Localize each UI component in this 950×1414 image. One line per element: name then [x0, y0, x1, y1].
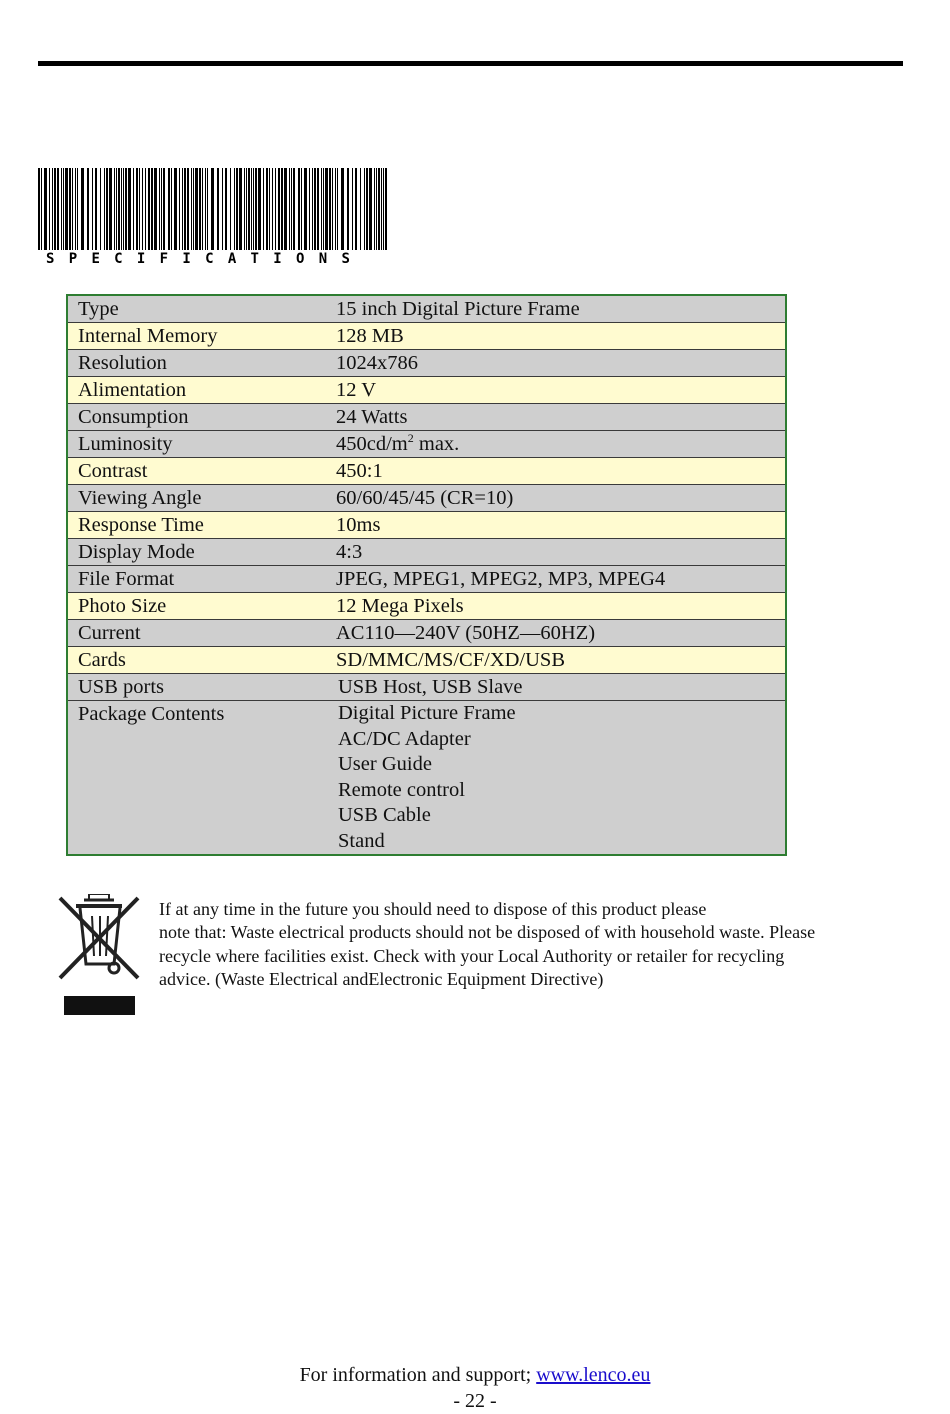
barcode-bar — [335, 168, 336, 250]
barcode-bar — [163, 168, 165, 250]
barcode-bar — [171, 168, 172, 250]
spec-label: Response Time — [67, 512, 326, 539]
top-rule — [38, 61, 903, 66]
barcode-bar — [341, 168, 344, 250]
barcode-bar — [154, 168, 157, 250]
crossed-out-wheelie-bin-icon — [56, 894, 142, 1018]
barcode-bar — [139, 168, 140, 250]
barcode-bar — [49, 168, 50, 250]
spec-value: 12 V — [326, 377, 786, 404]
package-item: USB Cable — [338, 804, 431, 826]
barcode-bar — [195, 168, 198, 250]
barcode-bar — [72, 168, 73, 250]
barcode-bar — [211, 168, 214, 250]
barcode-bar — [312, 168, 313, 250]
notice-line: advice. (Waste Electrical andElectronic Equipment Directive) — [159, 968, 604, 989]
barcode-bar — [325, 168, 328, 250]
spec-row — [67, 350, 786, 377]
barcode-bar — [364, 168, 365, 250]
barcode-bar — [92, 168, 93, 250]
barcode-bar — [332, 168, 333, 250]
barcode-bar — [321, 168, 322, 250]
barcode-bar — [266, 168, 268, 250]
spec-value: 60/60/45/45 (CR=10) — [326, 485, 786, 512]
barcode-bar — [54, 168, 56, 250]
spec-value: USB Host, USB Slave — [326, 674, 786, 701]
barcode-bar — [383, 168, 384, 250]
barcode-bar — [258, 168, 261, 250]
barcode-bar — [202, 168, 203, 250]
barcode-bar — [217, 168, 219, 250]
barcode-bar — [234, 168, 235, 250]
barcode-bar — [142, 168, 143, 250]
barcode-bar — [179, 168, 180, 250]
notice-line: note that: Waste electrical products should not be disposed of with household waste. Please — [159, 922, 816, 943]
package-item: AC/DC Adapter — [338, 727, 471, 750]
spec-value: JPEG, MPEG1, MPEG2, MP3, MPEG4 — [326, 566, 786, 593]
barcode-bar — [63, 168, 64, 250]
spec-value: 10ms — [326, 512, 786, 539]
barcode-bar — [125, 168, 127, 250]
barcode-bar — [314, 168, 316, 250]
spec-label: File Format — [67, 566, 326, 593]
barcode-bar — [161, 168, 162, 250]
barcode-bar — [248, 168, 250, 250]
barcode-bar — [378, 168, 380, 250]
weee-disposal-notice — [159, 898, 919, 991]
spec-row — [67, 377, 786, 404]
barcode-graphic — [38, 168, 390, 250]
barcode-bar — [207, 168, 208, 250]
barcode-bar — [230, 168, 231, 250]
barcode-bar — [69, 168, 71, 250]
barcode-bar — [251, 168, 252, 250]
barcode-bar — [263, 168, 264, 250]
spec-value: 24 Watts — [326, 404, 786, 431]
spec-value: 1024x786 — [326, 350, 786, 377]
spec-label: Type — [67, 295, 326, 323]
barcode-bar — [269, 168, 270, 250]
support-link[interactable]: www.lenco.eu — [536, 1364, 651, 1386]
barcode-bar — [225, 168, 227, 250]
superscript: 2 — [407, 431, 414, 446]
spec-label: Consumption — [67, 404, 326, 431]
barcode-bar — [289, 168, 290, 250]
package-item: Remote control — [338, 778, 465, 801]
barcode-bar — [38, 168, 40, 250]
barcode-bar — [87, 168, 89, 250]
barcode-bar — [118, 168, 120, 250]
barcode-bar — [52, 168, 53, 250]
spec-label: Alimentation — [67, 377, 326, 404]
luminosity-suffix: max. — [413, 433, 460, 455]
footer — [0, 1362, 950, 1414]
barcode-bar — [75, 168, 76, 250]
spec-value: 4:3 — [326, 539, 786, 566]
barcode-bar — [109, 168, 112, 250]
spec-value: 15 inch Digital Picture Frame — [326, 295, 786, 323]
spec-label: Display Mode — [67, 539, 326, 566]
barcode-bar — [95, 168, 97, 250]
barcode-bar — [309, 168, 310, 250]
barcode-bar — [291, 168, 292, 250]
luminosity-value: 450cd/m — [336, 433, 408, 455]
barcode-bar — [168, 168, 170, 250]
spec-label: USB ports — [67, 674, 326, 701]
spec-label: Viewing Angle — [67, 485, 326, 512]
spec-value — [326, 431, 786, 458]
barcode-bar — [65, 168, 68, 250]
spec-label: Internal Memory — [67, 323, 326, 350]
package-item: Stand — [338, 829, 385, 852]
barcode-bar — [337, 168, 338, 250]
barcode-bar — [205, 168, 206, 250]
spec-row — [67, 323, 786, 350]
barcode-bar — [116, 168, 117, 250]
spec-row — [67, 431, 786, 458]
barcode-bar — [236, 168, 238, 250]
spec-value: 128 MB — [326, 323, 786, 350]
spec-value: AC110—240V (50HZ—60HZ) — [326, 620, 786, 647]
barcode-bar — [159, 168, 160, 250]
barcode-bar — [366, 168, 368, 250]
spec-label: Photo Size — [67, 593, 326, 620]
barcode-bar — [123, 168, 124, 250]
spec-row — [67, 539, 786, 566]
barcode-bar — [374, 168, 375, 250]
spec-row-package — [67, 701, 786, 856]
barcode-bar — [187, 168, 189, 250]
barcode-bar — [61, 168, 62, 250]
package-item: User Guide — [338, 753, 432, 775]
barcode-bar — [381, 168, 382, 250]
spec-label: Contrast — [67, 458, 326, 485]
barcode-bar — [275, 168, 276, 250]
barcode-bar — [317, 168, 319, 250]
barcode-bar — [385, 168, 387, 250]
spec-value: 12 Mega Pixels — [326, 593, 786, 620]
barcode-bar — [281, 168, 283, 250]
barcode-bar — [57, 168, 59, 250]
barcode-bar — [253, 168, 254, 250]
barcode-bar — [352, 168, 353, 250]
barcode-bar — [136, 168, 138, 250]
barcode-bar — [106, 168, 108, 250]
specifications-table — [66, 294, 787, 856]
barcode-bar — [145, 168, 146, 250]
page-number: - 22 - — [453, 1390, 497, 1412]
barcode-bar — [77, 168, 78, 250]
barcode-bar — [193, 168, 194, 250]
barcode-label: SPECIFICATIONS — [46, 251, 365, 267]
barcode-bar — [304, 168, 307, 250]
spec-value: SD/MMC/MS/CF/XD/USB — [326, 647, 786, 674]
spec-label: Package Contents — [67, 701, 326, 856]
barcode-bar — [369, 168, 372, 250]
spec-label: Cards — [67, 647, 326, 674]
barcode-bar — [272, 168, 273, 250]
spec-label: Current — [67, 620, 326, 647]
barcode-bar — [128, 168, 131, 250]
barcode-bar — [191, 168, 192, 250]
barcode-bar — [133, 168, 134, 250]
spec-row — [67, 566, 786, 593]
barcode-bar — [121, 168, 122, 250]
barcode-bar — [174, 168, 177, 250]
spec-row — [67, 593, 786, 620]
barcode-bar — [81, 168, 84, 250]
spec-row — [67, 674, 786, 701]
barcode-bar — [151, 168, 153, 250]
barcode-bar — [222, 168, 223, 250]
section-header-barcode — [38, 168, 390, 267]
spec-row — [67, 512, 786, 539]
barcode-bar — [182, 168, 183, 250]
barcode-bar — [44, 168, 47, 250]
barcode-bar — [114, 168, 115, 250]
barcode-bar — [298, 168, 300, 250]
package-item: Digital Picture Frame — [338, 702, 516, 724]
barcode-bar — [239, 168, 242, 250]
barcode-bar — [376, 168, 377, 250]
spec-row — [67, 485, 786, 512]
barcode-bar — [100, 168, 101, 250]
barcode-bar — [301, 168, 302, 250]
spec-row — [67, 404, 786, 431]
spec-row — [67, 647, 786, 674]
support-text: For information and support; — [299, 1364, 537, 1386]
spec-label: Resolution — [67, 350, 326, 377]
barcode-bar — [199, 168, 201, 250]
barcode-bar — [104, 168, 105, 250]
notice-line: recycle where facilities exist. Check with your Local Authority or retailer for recycling — [159, 945, 785, 966]
barcode-bar — [360, 168, 361, 250]
barcode-bar — [355, 168, 357, 250]
barcode-bar — [148, 168, 150, 250]
barcode-bar — [184, 168, 186, 250]
support-line — [0, 1362, 950, 1388]
spec-row — [67, 458, 786, 485]
barcode-bar — [293, 168, 295, 250]
spec-row — [67, 620, 786, 647]
spec-label: Luminosity — [67, 431, 326, 458]
barcode-bar — [244, 168, 245, 250]
barcode-bar — [284, 168, 287, 250]
barcode-bar — [323, 168, 324, 250]
package-contents-list — [326, 701, 786, 856]
notice-line: If at any time in the future you should need to dispose of this product please — [159, 899, 707, 919]
barcode-bar — [255, 168, 257, 250]
barcode-bar — [347, 168, 349, 250]
spec-value: 450:1 — [326, 458, 786, 485]
barcode-bar — [278, 168, 280, 250]
barcode-bar — [329, 168, 331, 250]
barcode-bar — [41, 168, 42, 250]
spec-row — [67, 295, 786, 323]
barcode-bar — [246, 168, 247, 250]
